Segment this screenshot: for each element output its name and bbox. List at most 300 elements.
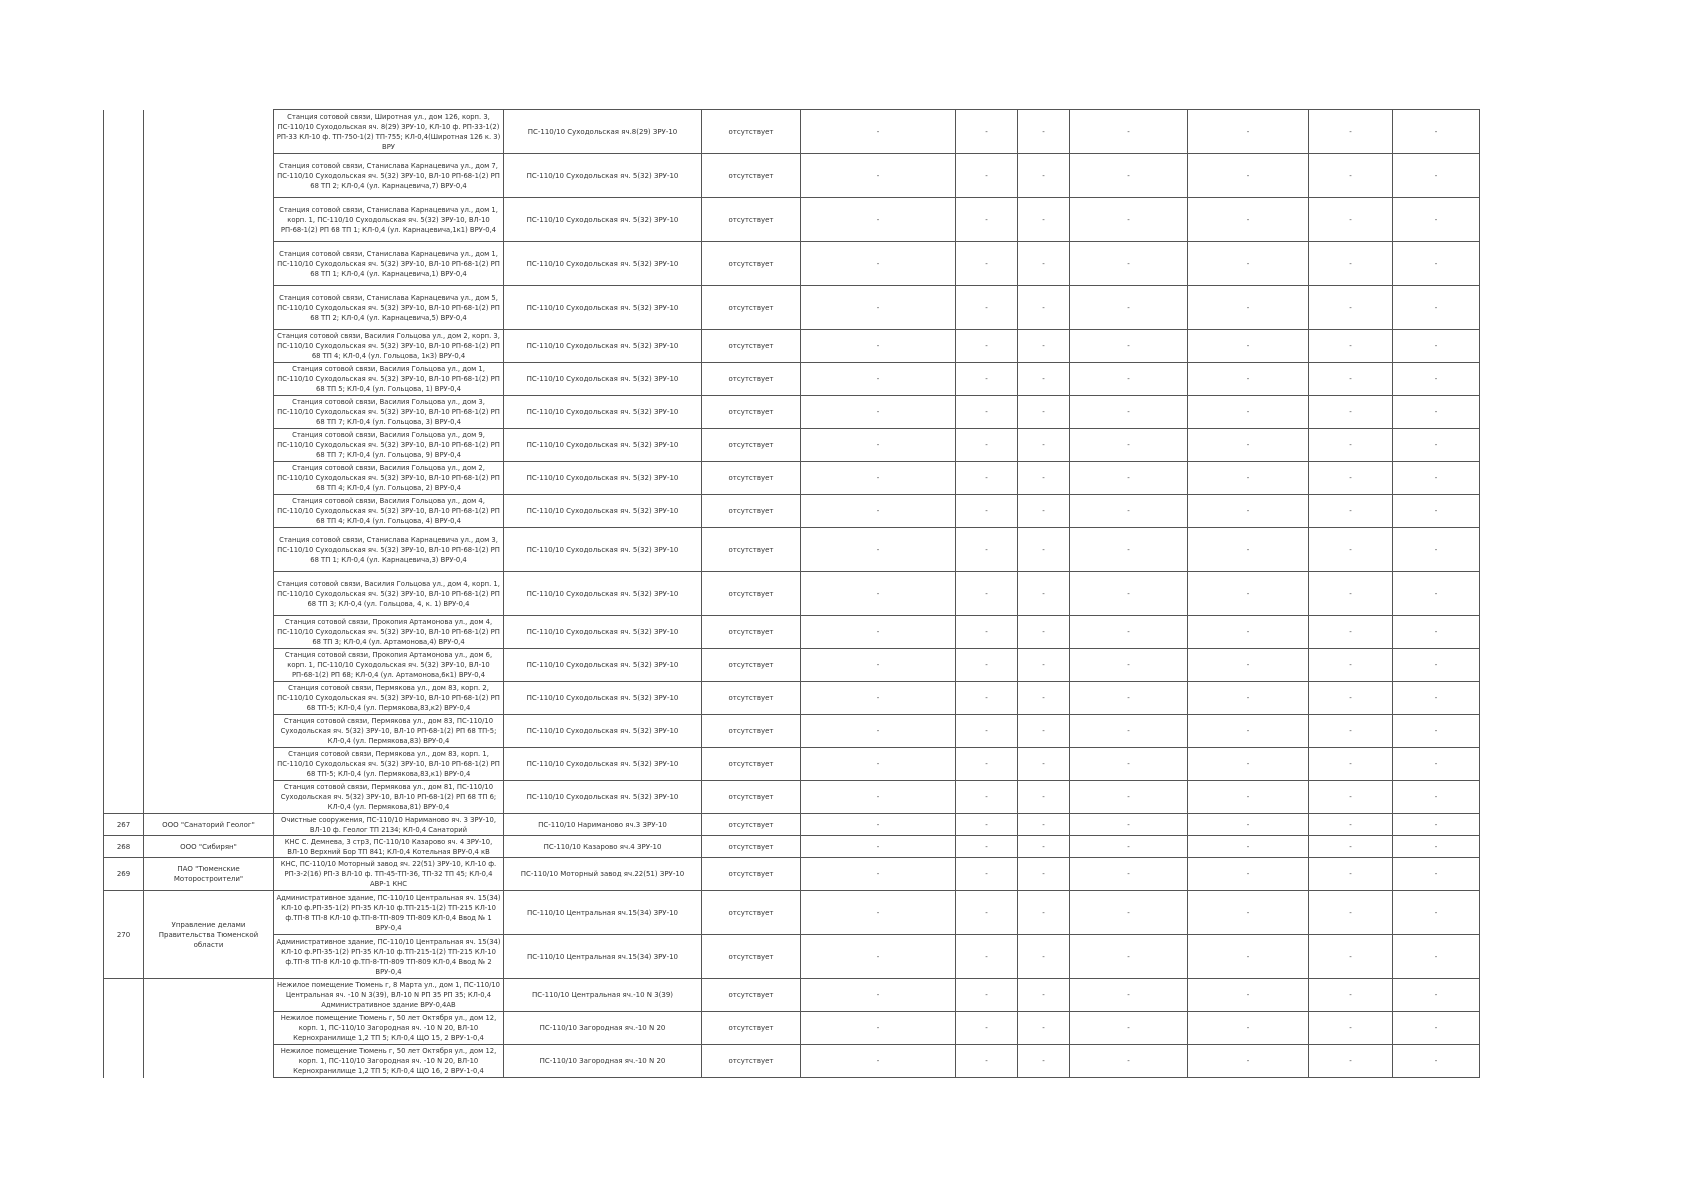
organization-cell xyxy=(144,363,274,396)
object-description-cell: Станция сотовой связи, Василия Гольцова ул., дом 1, ПС-110/10 Суходольская яч. 5(32) ЗРУ-10, ВЛ-10 РП-68-1(2) РП 68 ТП 5; КЛ-0,4 (ул. Гольцова, 1) ВРУ-0,4 xyxy=(274,363,504,396)
dash-cell: - xyxy=(1070,1012,1188,1045)
object-description-cell: Нежилое помещение Тюмень г, 50 лет Октября ул., дом 12, корп. 1, ПС-110/10 Загородная яч. -10 N 20, ВЛ-10 Кернохранилище 1,2 ТП 5; КЛ-0,4 ЩО 15, 2 ВРУ-1-0,4 xyxy=(274,1012,504,1045)
power-source-cell: ПС-110/10 Загородная яч.-10 N 20 xyxy=(504,1012,702,1045)
dash-cell: - xyxy=(1309,286,1393,330)
dash-cell: - xyxy=(956,891,1018,935)
dash-cell: - xyxy=(956,330,1018,363)
dash-cell: - xyxy=(801,836,956,858)
row-number-cell xyxy=(104,682,144,715)
dash-cell: - xyxy=(956,748,1018,781)
dash-cell: - xyxy=(801,935,956,979)
dash-cell: - xyxy=(1309,715,1393,748)
dash-cell: - xyxy=(1070,110,1188,154)
object-description-cell: Нежилое помещение Тюмень г, 50 лет Октября ул., дом 12, корп. 1, ПС-110/10 Загородная яч. -10 N 20, ВЛ-10 Кернохранилище 1,2 ТП 5; КЛ-0,4 ЩО 16, 2 ВРУ-1-0,4 xyxy=(274,1045,504,1078)
dash-cell: - xyxy=(1018,154,1070,198)
table-row xyxy=(104,979,1480,1012)
object-description-cell: Станция сотовой связи, Пермякова ул., дом 83, корп. 1, ПС-110/10 Суходольская яч. 5(32) ЗРУ-10, ВЛ-10 РП-68-1(2) РП 68 ТП-5; КЛ-0,4 (ул. Пермякова,83,к1) ВРУ-0,4 xyxy=(274,748,504,781)
organization-cell xyxy=(144,682,274,715)
dash-cell: - xyxy=(1188,110,1309,154)
power-source-cell: ПС-110/10 Суходольская яч. 5(32) ЗРУ-10 xyxy=(504,616,702,649)
dash-cell: - xyxy=(1070,814,1188,836)
dash-cell: - xyxy=(1070,396,1188,429)
object-description-cell: Станция сотовой связи, Василия Гольцова ул., дом 4, ПС-110/10 Суходольская яч. 5(32) ЗРУ-10, ВЛ-10 РП-68-1(2) РП 68 ТП 4; КЛ-0,4 (ул. Гольцова, 4) ВРУ-0,4 xyxy=(274,495,504,528)
object-description-cell: КНС, ПС-110/10 Моторный завод яч. 22(51) ЗРУ-10, КЛ-10 ф. РП-3-2(16) РП-3 ВЛ-10 ф. ТП-45-ТП-36, ТП-32 ТП 45; КЛ-0,4 АВР-1 КНС xyxy=(274,858,504,891)
status-cell: отсутствует xyxy=(702,1012,801,1045)
dash-cell: - xyxy=(1188,858,1309,891)
dash-cell: - xyxy=(1018,781,1070,814)
dash-cell: - xyxy=(1018,286,1070,330)
table-row xyxy=(104,396,1480,429)
dash-cell: - xyxy=(1018,715,1070,748)
dash-cell: - xyxy=(1393,781,1480,814)
row-number-cell: 268 xyxy=(104,836,144,858)
row-number-cell xyxy=(104,649,144,682)
object-description-cell: Станция сотовой связи, Станислава Карнацевича ул., дом 3, ПС-110/10 Суходольская яч. 5(32) ЗРУ-10, ВЛ-10 РП-68-1(2) РП 68 ТП 1; КЛ-0,4 (ул. Карнацевича,3) ВРУ-0,4 xyxy=(274,528,504,572)
dash-cell: - xyxy=(1309,682,1393,715)
organization-cell xyxy=(144,330,274,363)
dash-cell: - xyxy=(1188,242,1309,286)
dash-cell: - xyxy=(956,363,1018,396)
dash-cell: - xyxy=(1070,198,1188,242)
object-description-cell: Станция сотовой связи, Станислава Карнацевича ул., дом 5, ПС-110/10 Суходольская яч. 5(32) ЗРУ-10, ВЛ-10 РП-68-1(2) РП 68 ТП 2; КЛ-0,4 (ул. Карнацевича,5) ВРУ-0,4 xyxy=(274,286,504,330)
table-row xyxy=(104,682,1480,715)
dash-cell: - xyxy=(1393,528,1480,572)
dash-cell: - xyxy=(1393,682,1480,715)
dash-cell: - xyxy=(1018,528,1070,572)
organization-cell xyxy=(144,495,274,528)
dash-cell: - xyxy=(801,396,956,429)
power-source-cell: ПС-110/10 Суходольская яч. 5(32) ЗРУ-10 xyxy=(504,715,702,748)
status-cell: отсутствует xyxy=(702,649,801,682)
dash-cell: - xyxy=(956,649,1018,682)
dash-cell: - xyxy=(1018,110,1070,154)
status-cell: отсутствует xyxy=(702,495,801,528)
dash-cell: - xyxy=(801,1012,956,1045)
dash-cell: - xyxy=(1309,858,1393,891)
dash-cell: - xyxy=(1309,396,1393,429)
status-cell: отсутствует xyxy=(702,836,801,858)
organization-cell xyxy=(144,1012,274,1045)
dash-cell: - xyxy=(1018,495,1070,528)
power-source-cell: ПС-110/10 Центральная яч.-10 N 3(39) xyxy=(504,979,702,1012)
dash-cell: - xyxy=(1188,715,1309,748)
dash-cell: - xyxy=(801,363,956,396)
organization-cell xyxy=(144,979,274,1012)
organization-cell xyxy=(144,286,274,330)
table-row xyxy=(104,363,1480,396)
dash-cell: - xyxy=(1188,363,1309,396)
dash-cell: - xyxy=(1018,649,1070,682)
dash-cell: - xyxy=(1188,682,1309,715)
object-description-cell: Станция сотовой связи, Пермякова ул., дом 83, корп. 2, ПС-110/10 Суходольская яч. 5(32) ЗРУ-10, ВЛ-10 РП-68-1(2) РП 68 ТП-5; КЛ-0,4 (ул. Пермякова,83,к2) ВРУ-0,4 xyxy=(274,682,504,715)
dash-cell: - xyxy=(801,495,956,528)
object-description-cell: Станция сотовой связи, Станислава Карнацевича ул., дом 1, корп. 1, ПС-110/10 Суходольская яч. 5(32) ЗРУ-10, ВЛ-10 РП-68-1(2) РП 68 ТП 1; КЛ-0,4 (ул. Карнацевича,1к1) ВРУ-0,4 xyxy=(274,198,504,242)
status-cell: отсутствует xyxy=(702,528,801,572)
dash-cell: - xyxy=(1393,396,1480,429)
power-source-cell: ПС-110/10 Суходольская яч. 5(32) ЗРУ-10 xyxy=(504,363,702,396)
table-row xyxy=(104,242,1480,286)
dash-cell: - xyxy=(1309,1012,1393,1045)
object-description-cell: Станция сотовой связи, Василия Гольцова ул., дом 2, корп. 3, ПС-110/10 Суходольская яч. 5(32) ЗРУ-10, ВЛ-10 РП-68-1(2) РП 68 ТП 4; КЛ-0,4 (ул. Гольцова, 1к3) ВРУ-0,4 xyxy=(274,330,504,363)
dash-cell: - xyxy=(1393,330,1480,363)
dash-cell: - xyxy=(1070,1045,1188,1078)
dash-cell: - xyxy=(1188,154,1309,198)
object-description-cell: Станция сотовой связи, Станислава Карнацевича ул., дом 7, ПС-110/10 Суходольская яч. 5(32) ЗРУ-10, ВЛ-10 РП-68-1(2) РП 68 ТП 2; КЛ-0,4 (ул. Карнацевича,7) ВРУ-0,4 xyxy=(274,154,504,198)
dash-cell: - xyxy=(956,154,1018,198)
row-number-cell xyxy=(104,396,144,429)
status-cell: отсутствует xyxy=(702,682,801,715)
organization-cell xyxy=(144,242,274,286)
row-number-cell xyxy=(104,154,144,198)
row-number-cell xyxy=(104,242,144,286)
row-number-cell xyxy=(104,462,144,495)
dash-cell: - xyxy=(956,110,1018,154)
dash-cell: - xyxy=(801,1045,956,1078)
table-row xyxy=(104,1012,1480,1045)
dash-cell: - xyxy=(1018,396,1070,429)
dash-cell: - xyxy=(1309,748,1393,781)
dash-cell: - xyxy=(1393,286,1480,330)
dash-cell: - xyxy=(956,616,1018,649)
table-row xyxy=(104,462,1480,495)
table-body xyxy=(104,110,1480,1078)
dash-cell: - xyxy=(1070,858,1188,891)
organization-cell: ПАО "Тюменские Моторостроители" xyxy=(144,858,274,891)
dash-cell: - xyxy=(1070,836,1188,858)
dash-cell: - xyxy=(1309,528,1393,572)
power-source-cell: ПС-110/10 Суходольская яч. 5(32) ЗРУ-10 xyxy=(504,242,702,286)
dash-cell: - xyxy=(1309,242,1393,286)
dash-cell: - xyxy=(1070,979,1188,1012)
dash-cell: - xyxy=(1018,891,1070,935)
table-row xyxy=(104,495,1480,528)
dash-cell: - xyxy=(1188,396,1309,429)
dash-cell: - xyxy=(1188,528,1309,572)
dash-cell: - xyxy=(1018,1012,1070,1045)
row-number-cell xyxy=(104,110,144,154)
table-row xyxy=(104,935,1480,979)
power-source-cell: ПС-110/10 Суходольская яч. 5(32) ЗРУ-10 xyxy=(504,462,702,495)
dash-cell: - xyxy=(1070,330,1188,363)
row-number-cell xyxy=(104,198,144,242)
dash-cell: - xyxy=(956,528,1018,572)
dash-cell: - xyxy=(1309,979,1393,1012)
table-row xyxy=(104,836,1480,858)
dash-cell: - xyxy=(1393,363,1480,396)
object-description-cell: Станция сотовой связи, Василия Гольцова ул., дом 3, ПС-110/10 Суходольская яч. 5(32) ЗРУ-10, ВЛ-10 РП-68-1(2) РП 68 ТП 7; КЛ-0,4 (ул. Гольцова, 3) ВРУ-0,4 xyxy=(274,396,504,429)
organization-cell xyxy=(144,616,274,649)
dash-cell: - xyxy=(1393,836,1480,858)
power-source-cell: ПС-110/10 Центральная яч.15(34) ЗРУ-10 xyxy=(504,891,702,935)
object-description-cell: Станция сотовой связи, Василия Гольцова ул., дом 9, ПС-110/10 Суходольская яч. 5(32) ЗРУ-10, ВЛ-10 РП-68-1(2) РП 68 ТП 7; КЛ-0,4 (ул. Гольцова, 9) ВРУ-0,4 xyxy=(274,429,504,462)
status-cell: отсутствует xyxy=(702,715,801,748)
dash-cell: - xyxy=(801,330,956,363)
dash-cell: - xyxy=(1188,330,1309,363)
dash-cell: - xyxy=(1018,814,1070,836)
organization-cell: ООО "Санаторий Геолог" xyxy=(144,814,274,836)
dash-cell: - xyxy=(1018,836,1070,858)
dash-cell: - xyxy=(801,286,956,330)
table-row xyxy=(104,110,1480,154)
dash-cell: - xyxy=(1018,935,1070,979)
organization-cell xyxy=(144,572,274,616)
dash-cell: - xyxy=(1309,154,1393,198)
organization-cell xyxy=(144,528,274,572)
dash-cell: - xyxy=(1309,429,1393,462)
dash-cell: - xyxy=(1309,781,1393,814)
dash-cell: - xyxy=(1070,154,1188,198)
row-number-cell xyxy=(104,616,144,649)
dash-cell: - xyxy=(1188,286,1309,330)
power-source-cell: ПС-110/10 Суходольская яч. 5(32) ЗРУ-10 xyxy=(504,154,702,198)
dash-cell: - xyxy=(801,154,956,198)
row-number-cell xyxy=(104,748,144,781)
organization-cell xyxy=(144,1045,274,1078)
dash-cell: - xyxy=(956,781,1018,814)
status-cell: отсутствует xyxy=(702,979,801,1012)
dash-cell: - xyxy=(801,429,956,462)
power-source-cell: ПС-110/10 Моторный завод яч.22(51) ЗРУ-10 xyxy=(504,858,702,891)
dash-cell: - xyxy=(1188,814,1309,836)
dash-cell: - xyxy=(1188,1012,1309,1045)
dash-cell: - xyxy=(956,935,1018,979)
power-source-cell: ПС-110/10 Нариманово яч.3 ЗРУ-10 xyxy=(504,814,702,836)
dash-cell: - xyxy=(1070,781,1188,814)
dash-cell: - xyxy=(801,242,956,286)
table-row xyxy=(104,616,1480,649)
dash-cell: - xyxy=(801,649,956,682)
dash-cell: - xyxy=(1070,429,1188,462)
status-cell: отсутствует xyxy=(702,814,801,836)
dash-cell: - xyxy=(956,429,1018,462)
table-row xyxy=(104,286,1480,330)
dash-cell: - xyxy=(1188,979,1309,1012)
dash-cell: - xyxy=(1018,748,1070,781)
dash-cell: - xyxy=(801,682,956,715)
row-number-cell xyxy=(104,979,144,1012)
dash-cell: - xyxy=(1018,242,1070,286)
object-description-cell: Очистные сооружения, ПС-110/10 Нариманово яч. 3 ЗРУ-10, ВЛ-10 ф. Геолог ТП 2134; КЛ-0,4 Санаторий xyxy=(274,814,504,836)
power-source-cell: ПС-110/10 Центральная яч.15(34) ЗРУ-10 xyxy=(504,935,702,979)
object-description-cell: Станция сотовой связи, Василия Гольцова ул., дом 2, ПС-110/10 Суходольская яч. 5(32) ЗРУ-10, ВЛ-10 РП-68-1(2) РП 68 ТП 4; КЛ-0,4 (ул. Гольцова, 2) ВРУ-0,4 xyxy=(274,462,504,495)
object-description-cell: Административное здание, ПС-110/10 Центральная яч. 15(34) КЛ-10 ф.РП-35-1(2) РП-35 КЛ-10 ф.ТП-215-1(2) ТП-215 КЛ-10 ф.ТП-8 ТП-8 КЛ-10 ф.ТП-8-ТП-809 ТП-809 КЛ-0,4 Ввод № 2 ВРУ-0,4 xyxy=(274,935,504,979)
table-row xyxy=(104,891,1480,935)
dash-cell: - xyxy=(1393,616,1480,649)
dash-cell: - xyxy=(1018,979,1070,1012)
dash-cell: - xyxy=(1393,979,1480,1012)
organization-cell xyxy=(144,462,274,495)
dash-cell: - xyxy=(1309,616,1393,649)
dash-cell: - xyxy=(801,198,956,242)
dash-cell: - xyxy=(1309,814,1393,836)
dash-cell: - xyxy=(1393,935,1480,979)
status-cell: отсутствует xyxy=(702,858,801,891)
dash-cell: - xyxy=(1309,462,1393,495)
dash-cell: - xyxy=(1393,495,1480,528)
dash-cell: - xyxy=(801,528,956,572)
dash-cell: - xyxy=(1070,528,1188,572)
dash-cell: - xyxy=(1309,1045,1393,1078)
dash-cell: - xyxy=(1070,286,1188,330)
dash-cell: - xyxy=(801,781,956,814)
organization-cell: ООО "Сибирян" xyxy=(144,836,274,858)
status-cell: отсутствует xyxy=(702,396,801,429)
power-source-cell: ПС-110/10 Суходольская яч. 5(32) ЗРУ-10 xyxy=(504,429,702,462)
organization-cell xyxy=(144,649,274,682)
dash-cell: - xyxy=(1018,429,1070,462)
dash-cell: - xyxy=(1018,1045,1070,1078)
status-cell: отсутствует xyxy=(702,572,801,616)
dash-cell: - xyxy=(1018,616,1070,649)
dash-cell: - xyxy=(1070,715,1188,748)
row-number-cell xyxy=(104,495,144,528)
dash-cell: - xyxy=(1393,242,1480,286)
table-row xyxy=(104,154,1480,198)
dash-cell: - xyxy=(801,462,956,495)
dash-cell: - xyxy=(1018,572,1070,616)
status-cell: отсутствует xyxy=(702,154,801,198)
organization-cell xyxy=(144,154,274,198)
dash-cell: - xyxy=(1309,495,1393,528)
row-number-cell xyxy=(104,572,144,616)
dash-cell: - xyxy=(1393,198,1480,242)
dash-cell: - xyxy=(801,814,956,836)
dash-cell: - xyxy=(956,836,1018,858)
dash-cell: - xyxy=(1393,649,1480,682)
organization-cell xyxy=(144,110,274,154)
row-number-cell xyxy=(104,429,144,462)
organization-cell xyxy=(144,429,274,462)
dash-cell: - xyxy=(1188,198,1309,242)
dash-cell: - xyxy=(801,616,956,649)
dash-cell: - xyxy=(1309,198,1393,242)
power-source-cell: ПС-110/10 Суходольская яч. 5(32) ЗРУ-10 xyxy=(504,748,702,781)
dash-cell: - xyxy=(801,572,956,616)
dash-cell: - xyxy=(956,682,1018,715)
table-row xyxy=(104,748,1480,781)
dash-cell: - xyxy=(956,495,1018,528)
row-number-cell xyxy=(104,781,144,814)
status-cell: отсутствует xyxy=(702,198,801,242)
dash-cell: - xyxy=(801,748,956,781)
power-source-cell: ПС-110/10 Суходольская яч. 5(32) ЗРУ-10 xyxy=(504,528,702,572)
row-number-cell xyxy=(104,363,144,396)
object-description-cell: Станция сотовой связи, Пермякова ул., дом 83, ПС-110/10 Суходольская яч. 5(32) ЗРУ-10, ВЛ-10 РП-68-1(2) РП 68 ТП-5; КЛ-0,4 (ул. Пермякова,83) ВРУ-0,4 xyxy=(274,715,504,748)
row-number-cell xyxy=(104,286,144,330)
dash-cell: - xyxy=(1018,330,1070,363)
organization-cell xyxy=(144,781,274,814)
status-cell: отсутствует xyxy=(702,781,801,814)
power-source-cell: ПС-110/10 Суходольская яч. 5(32) ЗРУ-10 xyxy=(504,495,702,528)
status-cell: отсутствует xyxy=(702,110,801,154)
dash-cell: - xyxy=(1393,715,1480,748)
table-row xyxy=(104,429,1480,462)
row-number-cell xyxy=(104,1045,144,1078)
power-source-cell: ПС-110/10 Суходольская яч. 5(32) ЗРУ-10 xyxy=(504,396,702,429)
power-source-cell: ПС-110/10 Суходольская яч. 5(32) ЗРУ-10 xyxy=(504,682,702,715)
dash-cell: - xyxy=(956,715,1018,748)
object-description-cell: Станция сотовой связи, Станислава Карнацевича ул., дом 1, ПС-110/10 Суходольская яч. 5(32) ЗРУ-10, ВЛ-10 РП-68-1(2) РП 68 ТП 1; КЛ-0,4 (ул. Карнацевича,1) ВРУ-0,4 xyxy=(274,242,504,286)
dash-cell: - xyxy=(956,1012,1018,1045)
table-row xyxy=(104,1045,1480,1078)
power-source-cell: ПС-110/10 Суходольская яч. 5(32) ЗРУ-10 xyxy=(504,649,702,682)
row-number-cell xyxy=(104,715,144,748)
dash-cell: - xyxy=(1188,935,1309,979)
dash-cell: - xyxy=(956,286,1018,330)
organization-cell: Управление делами Правительства Тюменской области xyxy=(144,891,274,979)
dash-cell: - xyxy=(801,891,956,935)
dash-cell: - xyxy=(1188,748,1309,781)
dash-cell: - xyxy=(1018,462,1070,495)
object-description-cell: Нежилое помещение Тюмень г, 8 Марта ул., дом 1, ПС-110/10 Центральная яч. -10 N 3(39), ВЛ-10 N РП 35 РП 35; КЛ-0,4 Административное здание ВРУ-0,4АВ xyxy=(274,979,504,1012)
data-table xyxy=(103,109,1480,1078)
dash-cell: - xyxy=(1070,935,1188,979)
dash-cell: - xyxy=(956,242,1018,286)
organization-cell xyxy=(144,198,274,242)
table-row xyxy=(104,715,1480,748)
power-source-cell: ПС-110/10 Суходольская яч. 5(32) ЗРУ-10 xyxy=(504,572,702,616)
row-number-cell xyxy=(104,1012,144,1045)
row-number-cell: 270 xyxy=(104,891,144,979)
dash-cell: - xyxy=(1393,572,1480,616)
dash-cell: - xyxy=(1393,1045,1480,1078)
status-cell: отсутствует xyxy=(702,429,801,462)
power-source-cell: ПС-110/10 Суходольская яч.8(29) ЗРУ-10 xyxy=(504,110,702,154)
row-number-cell: 269 xyxy=(104,858,144,891)
dash-cell: - xyxy=(1070,572,1188,616)
power-source-cell: ПС-110/10 Суходольская яч. 5(32) ЗРУ-10 xyxy=(504,330,702,363)
dash-cell: - xyxy=(801,110,956,154)
dash-cell: - xyxy=(1070,242,1188,286)
dash-cell: - xyxy=(1393,891,1480,935)
status-cell: отсутствует xyxy=(702,286,801,330)
dash-cell: - xyxy=(1070,748,1188,781)
dash-cell: - xyxy=(1188,781,1309,814)
dash-cell: - xyxy=(1188,649,1309,682)
dash-cell: - xyxy=(1188,1045,1309,1078)
dash-cell: - xyxy=(1309,330,1393,363)
dash-cell: - xyxy=(1309,110,1393,154)
dash-cell: - xyxy=(1393,110,1480,154)
status-cell: отсутствует xyxy=(702,330,801,363)
dash-cell: - xyxy=(956,814,1018,836)
dash-cell: - xyxy=(1018,682,1070,715)
status-cell: отсутствует xyxy=(702,363,801,396)
dash-cell: - xyxy=(1188,891,1309,935)
object-description-cell: Административное здание, ПС-110/10 Центральная яч. 15(34) КЛ-10 ф.РП-35-1(2) РП-35 КЛ-10 ф.ТП-215-1(2) ТП-215 КЛ-10 ф.ТП-8 ТП-8 КЛ-10 ф.ТП-8-ТП-809 ТП-809 КЛ-0,4 Ввод № 1 ВРУ-0,4 xyxy=(274,891,504,935)
dash-cell: - xyxy=(956,462,1018,495)
object-description-cell: Станция сотовой связи, Широтная ул., дом 126, корп. 3, ПС-110/10 Суходольская яч. 8(29) ЗРУ-10, КЛ-10 ф. РП-33-1(2) РП-33 КЛ-10 ф. ТП-750-1(2) ТП-755; КЛ-0,4(Широтная 126 к. 3) ВРУ xyxy=(274,110,504,154)
status-cell: отсутствует xyxy=(702,748,801,781)
row-number-cell: 267 xyxy=(104,814,144,836)
dash-cell: - xyxy=(956,858,1018,891)
dash-cell: - xyxy=(956,979,1018,1012)
dash-cell: - xyxy=(1393,814,1480,836)
dash-cell: - xyxy=(1018,363,1070,396)
power-source-cell: ПС-110/10 Загородная яч.-10 N 20 xyxy=(504,1045,702,1078)
organization-cell xyxy=(144,396,274,429)
dash-cell: - xyxy=(1070,616,1188,649)
status-cell: отсутствует xyxy=(702,935,801,979)
table-row xyxy=(104,528,1480,572)
dash-cell: - xyxy=(801,979,956,1012)
dash-cell: - xyxy=(1070,891,1188,935)
dash-cell: - xyxy=(1188,616,1309,649)
dash-cell: - xyxy=(1188,572,1309,616)
object-description-cell: Станция сотовой связи, Василия Гольцова ул., дом 4, корп. 1, ПС-110/10 Суходольская яч. 5(32) ЗРУ-10, ВЛ-10 РП-68-1(2) РП 68 ТП 3; КЛ-0,4 (ул. Гольцова, 4, к. 1) ВРУ-0,4 xyxy=(274,572,504,616)
power-source-cell: ПС-110/10 Суходольская яч. 5(32) ЗРУ-10 xyxy=(504,286,702,330)
dash-cell: - xyxy=(1309,363,1393,396)
